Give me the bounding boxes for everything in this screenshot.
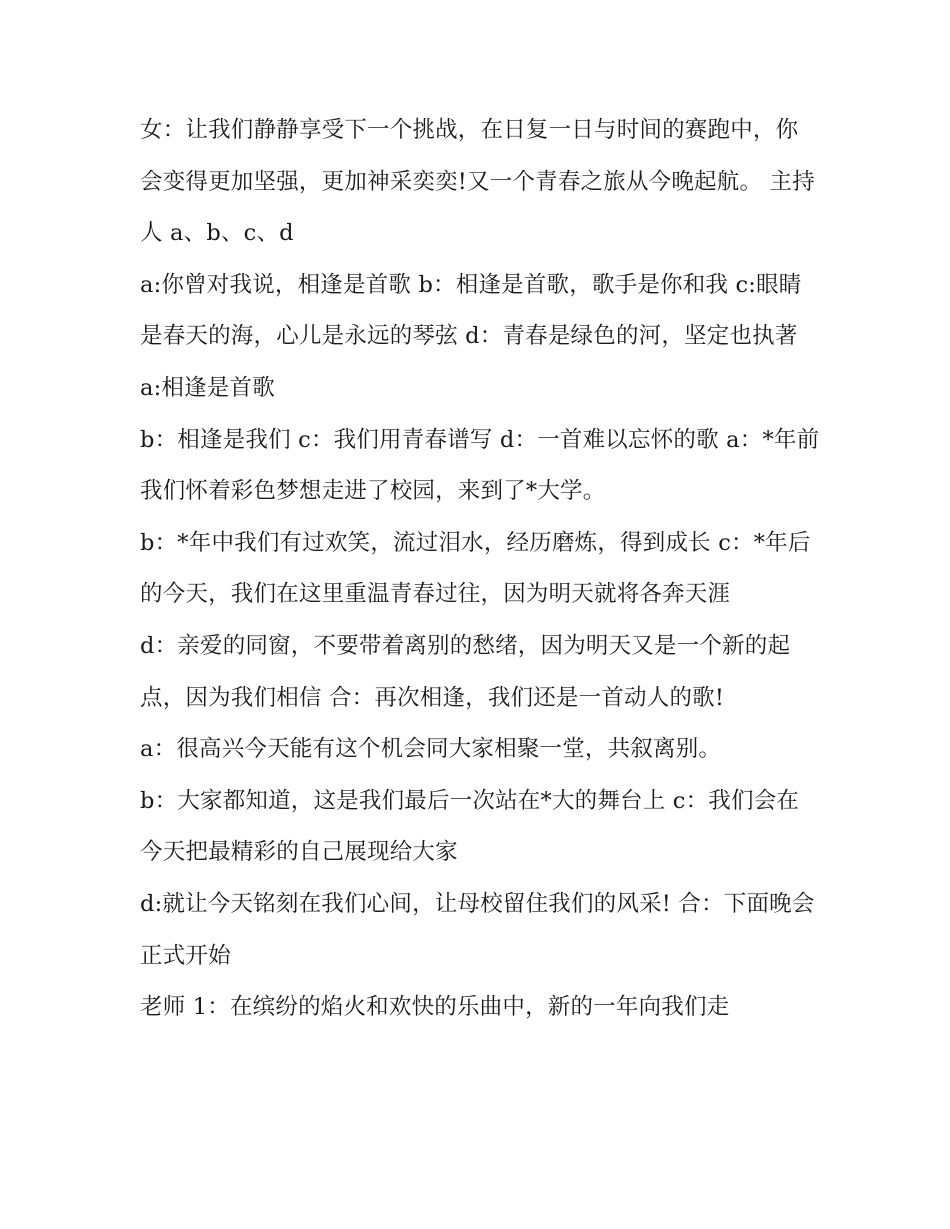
paragraph-3: b：相逢是我们 c：我们用青春谱写 d：一首难以忘怀的歌 a：*年前我们怀着彩色梦想走进了校园，来到了*大学。 [140,426,820,505]
paragraph-1: 女：让我们静静享受下一个挑战，在日复一日与时间的赛跑中，你会变得更加坚强，更加神采奕奕!又一个青春之旅从今晚起航。 主持人 a、b、c、d [140,117,815,247]
paragraph-2: a:你曾对我说，相逢是首歌 b：相逢是首歌，歌手是你和我 c:眼睛是春天的海，心儿是永远的琴弦 d：青春是绿色的河，坚定也执著 a:相逢是首歌 [140,271,805,401]
paragraph-4: b：*年中我们有过欢笑，流过泪水，经历磨炼，得到成长 c：*年后的今天，我们在这里重温青春过往，因为明天就将各奔天涯 [140,529,811,608]
document-body [140,105,820,1034]
paragraph-7: b：大家都知道，这是我们最后一次站在*大的舞台上 c：我们会在今天把最精彩的自己展现给大家 [140,787,800,866]
paragraph-9: 老师 1：在缤纷的焰火和欢快的乐曲中，新的一年向我们走 [140,994,730,1021]
paragraph-5: d：亲爱的同窗，不要带着离别的愁绪，因为明天又是一个新的起点，因为我们相信 合：再次相逢，我们还是一首动人的歌! [140,632,791,711]
paragraph-8: d:就让今天铭刻在我们心间，让母校留住我们的风采! 合：下面晚会正式开始 [140,890,815,969]
paragraph-6: a：很高兴今天能有这个机会同大家相聚一堂，共叙离别。 [140,736,722,763]
